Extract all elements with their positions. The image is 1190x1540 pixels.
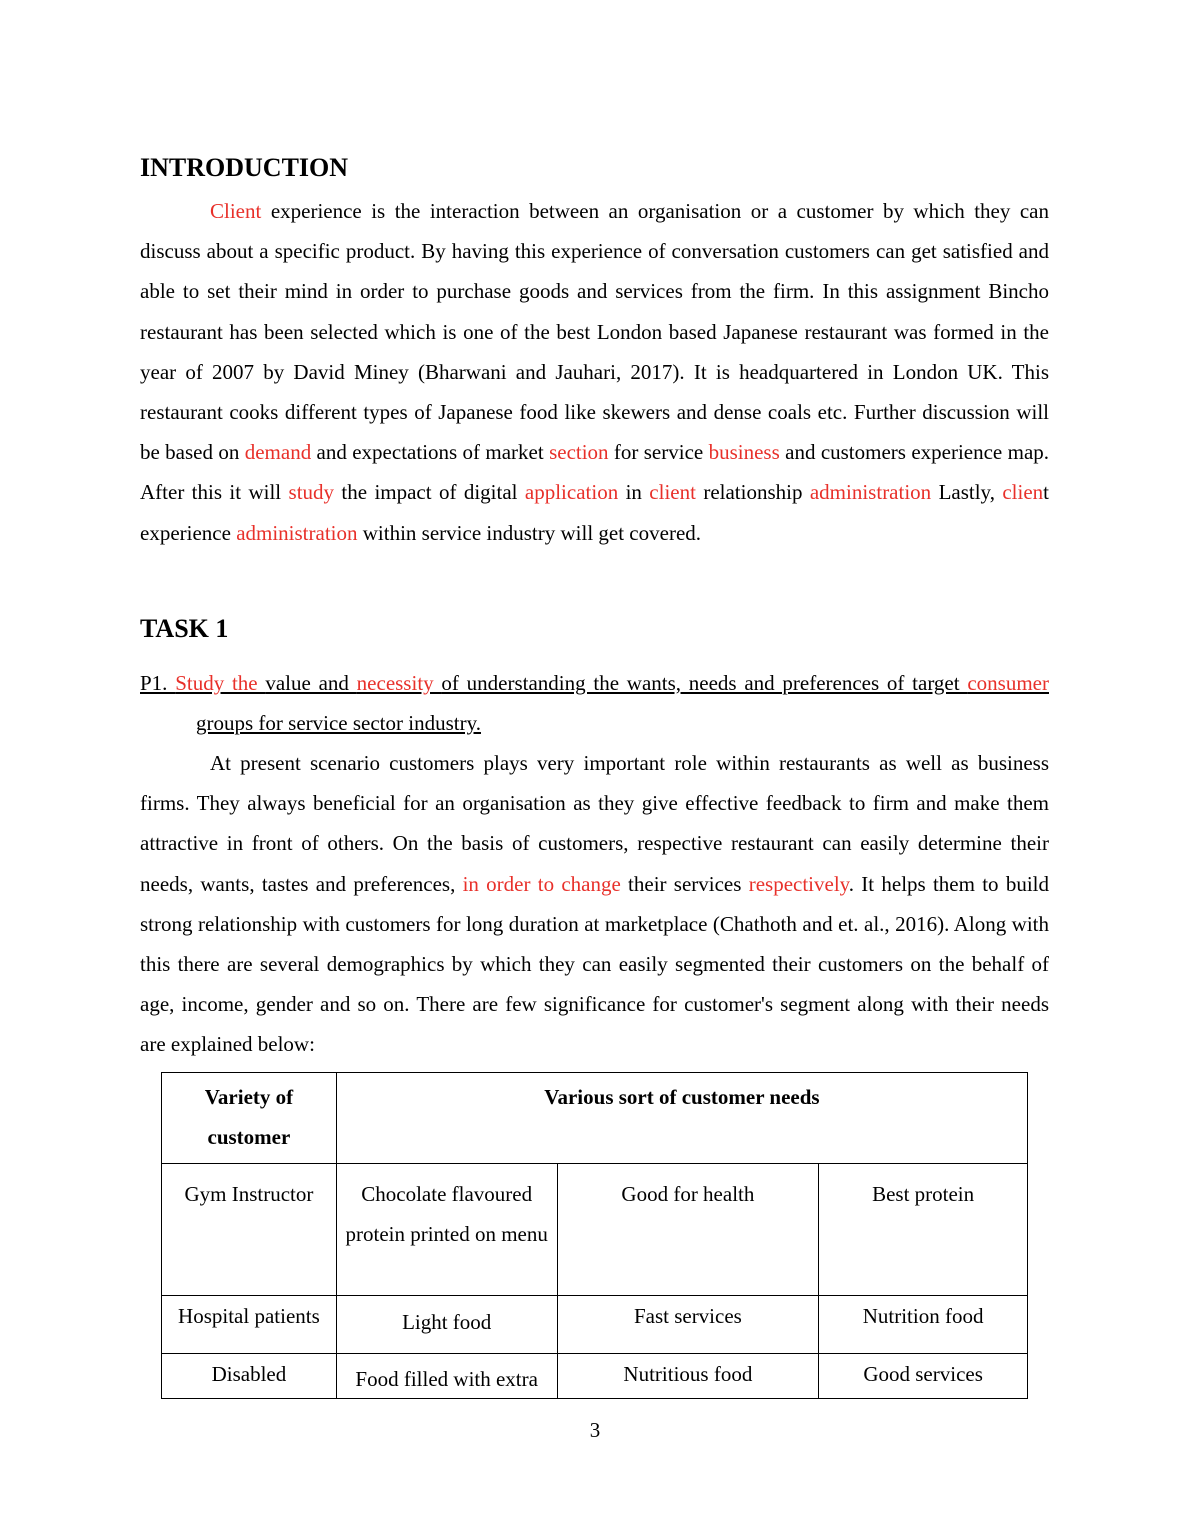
intro-seg: t experience <box>140 480 1049 545</box>
header-variety-of-customer: Variety of customer <box>162 1073 337 1164</box>
body-seg: At present scenario customers plays very important role within restaurants as well as business firms. They always beneficial for an organisation as they give effective feedback to firm and make them attractive in front of others. On the basis of customers, respective restaurant can easily determine their needs, wants, tastes and preferences, <box>140 751 1049 896</box>
body-seg: respectively <box>748 871 849 896</box>
cell-customer: Hospital patients <box>162 1296 337 1354</box>
p1-seg: groups for service sector industry. <box>196 711 481 735</box>
intro-seg: application <box>524 480 619 505</box>
p1-seg: value and <box>265 671 357 695</box>
customer-needs-table <box>161 1072 1028 1399</box>
cell-need: Good for health <box>557 1164 819 1296</box>
cell-need: Best protein <box>819 1164 1028 1296</box>
cell-customer: Disabled <box>162 1354 337 1399</box>
p1-seg: P1. <box>140 671 176 695</box>
intro-seg: Lastly, <box>931 480 1003 505</box>
intro-seg: study <box>288 480 335 505</box>
intro-seg: administration <box>236 520 358 545</box>
intro-seg: and customers experience map. After this it will <box>140 440 1050 505</box>
p1-seg: Study the <box>175 671 266 695</box>
table-header-row <box>162 1073 1028 1164</box>
body-seg: in order to change <box>462 871 621 896</box>
task1-heading: TASK 1 <box>140 614 229 643</box>
intro-seg: demand <box>244 440 312 465</box>
page-number: 3 <box>589 1418 601 1442</box>
cell-need: Nutritious food <box>557 1354 819 1399</box>
intro-seg: business <box>708 440 780 465</box>
intro-seg: section <box>549 440 609 465</box>
intro-seg: in <box>618 480 650 505</box>
cell-customer: Gym Instructor <box>162 1164 337 1296</box>
body-seg: their services <box>620 871 749 896</box>
cell-need: Nutrition food <box>819 1296 1028 1354</box>
intro-seg: client <box>649 480 696 505</box>
task1-p1-heading <box>140 663 1049 743</box>
intro-heading: INTRODUCTION <box>140 153 349 182</box>
intro-paragraph <box>140 191 1049 553</box>
p1-seg: consumer <box>967 671 1049 695</box>
table-row <box>162 1354 1028 1399</box>
cell-need: Good services <box>819 1354 1028 1399</box>
p1-seg: of understanding the wants, needs and preferences of target <box>441 671 968 695</box>
body-seg: . It helps them to build strong relationship with customers for long duration at marketplace (Chathoth and et. al., 2016). Along with this there are several demographics by which they can easily segmented their customers on the behalf of age, income, gender and so on. There are few significance for customer's segment along with their needs are explained below: <box>140 871 1049 1057</box>
intro-seg: within service industry will get covered. <box>357 520 702 545</box>
intro-seg: and expectations of market <box>311 440 550 465</box>
intro-seg: experience is the interaction between an organisation or a customer by which they can discuss about a specific product. By having this experience of conversation customers can get satisfied and able to set their mind in order to purchase goods and services from the firm. In this assignment Bincho restaurant has been selected which is one of the best London based Japanese restaurant was formed in the year of 2007 by David Miney (Bharwani and Jauhari, 2017). It is headquartered in London UK. This restaurant cooks different types of Japanese food like skewers and dense coals etc. Further discussion will be based on <box>140 199 1049 465</box>
intro-seg: Client <box>210 199 262 223</box>
intro-seg: the impact of digital <box>334 480 525 505</box>
cell-need: Fast services <box>557 1296 819 1354</box>
intro-seg: clien <box>1002 480 1044 505</box>
cell-need: Light food <box>336 1296 557 1354</box>
intro-seg: administration <box>809 480 932 505</box>
header-customer-needs: Various sort of customer needs <box>336 1073 1027 1164</box>
intro-seg: for service <box>608 440 709 465</box>
cell-need: Food filled with extra <box>336 1354 557 1399</box>
intro-seg: relationship <box>695 480 810 505</box>
p1-seg: necessity <box>356 671 442 695</box>
table-row <box>162 1164 1028 1296</box>
table-row <box>162 1296 1028 1354</box>
task1-body-paragraph <box>140 743 1049 1065</box>
cell-need: Chocolate flavoured protein printed on menu <box>336 1164 557 1296</box>
